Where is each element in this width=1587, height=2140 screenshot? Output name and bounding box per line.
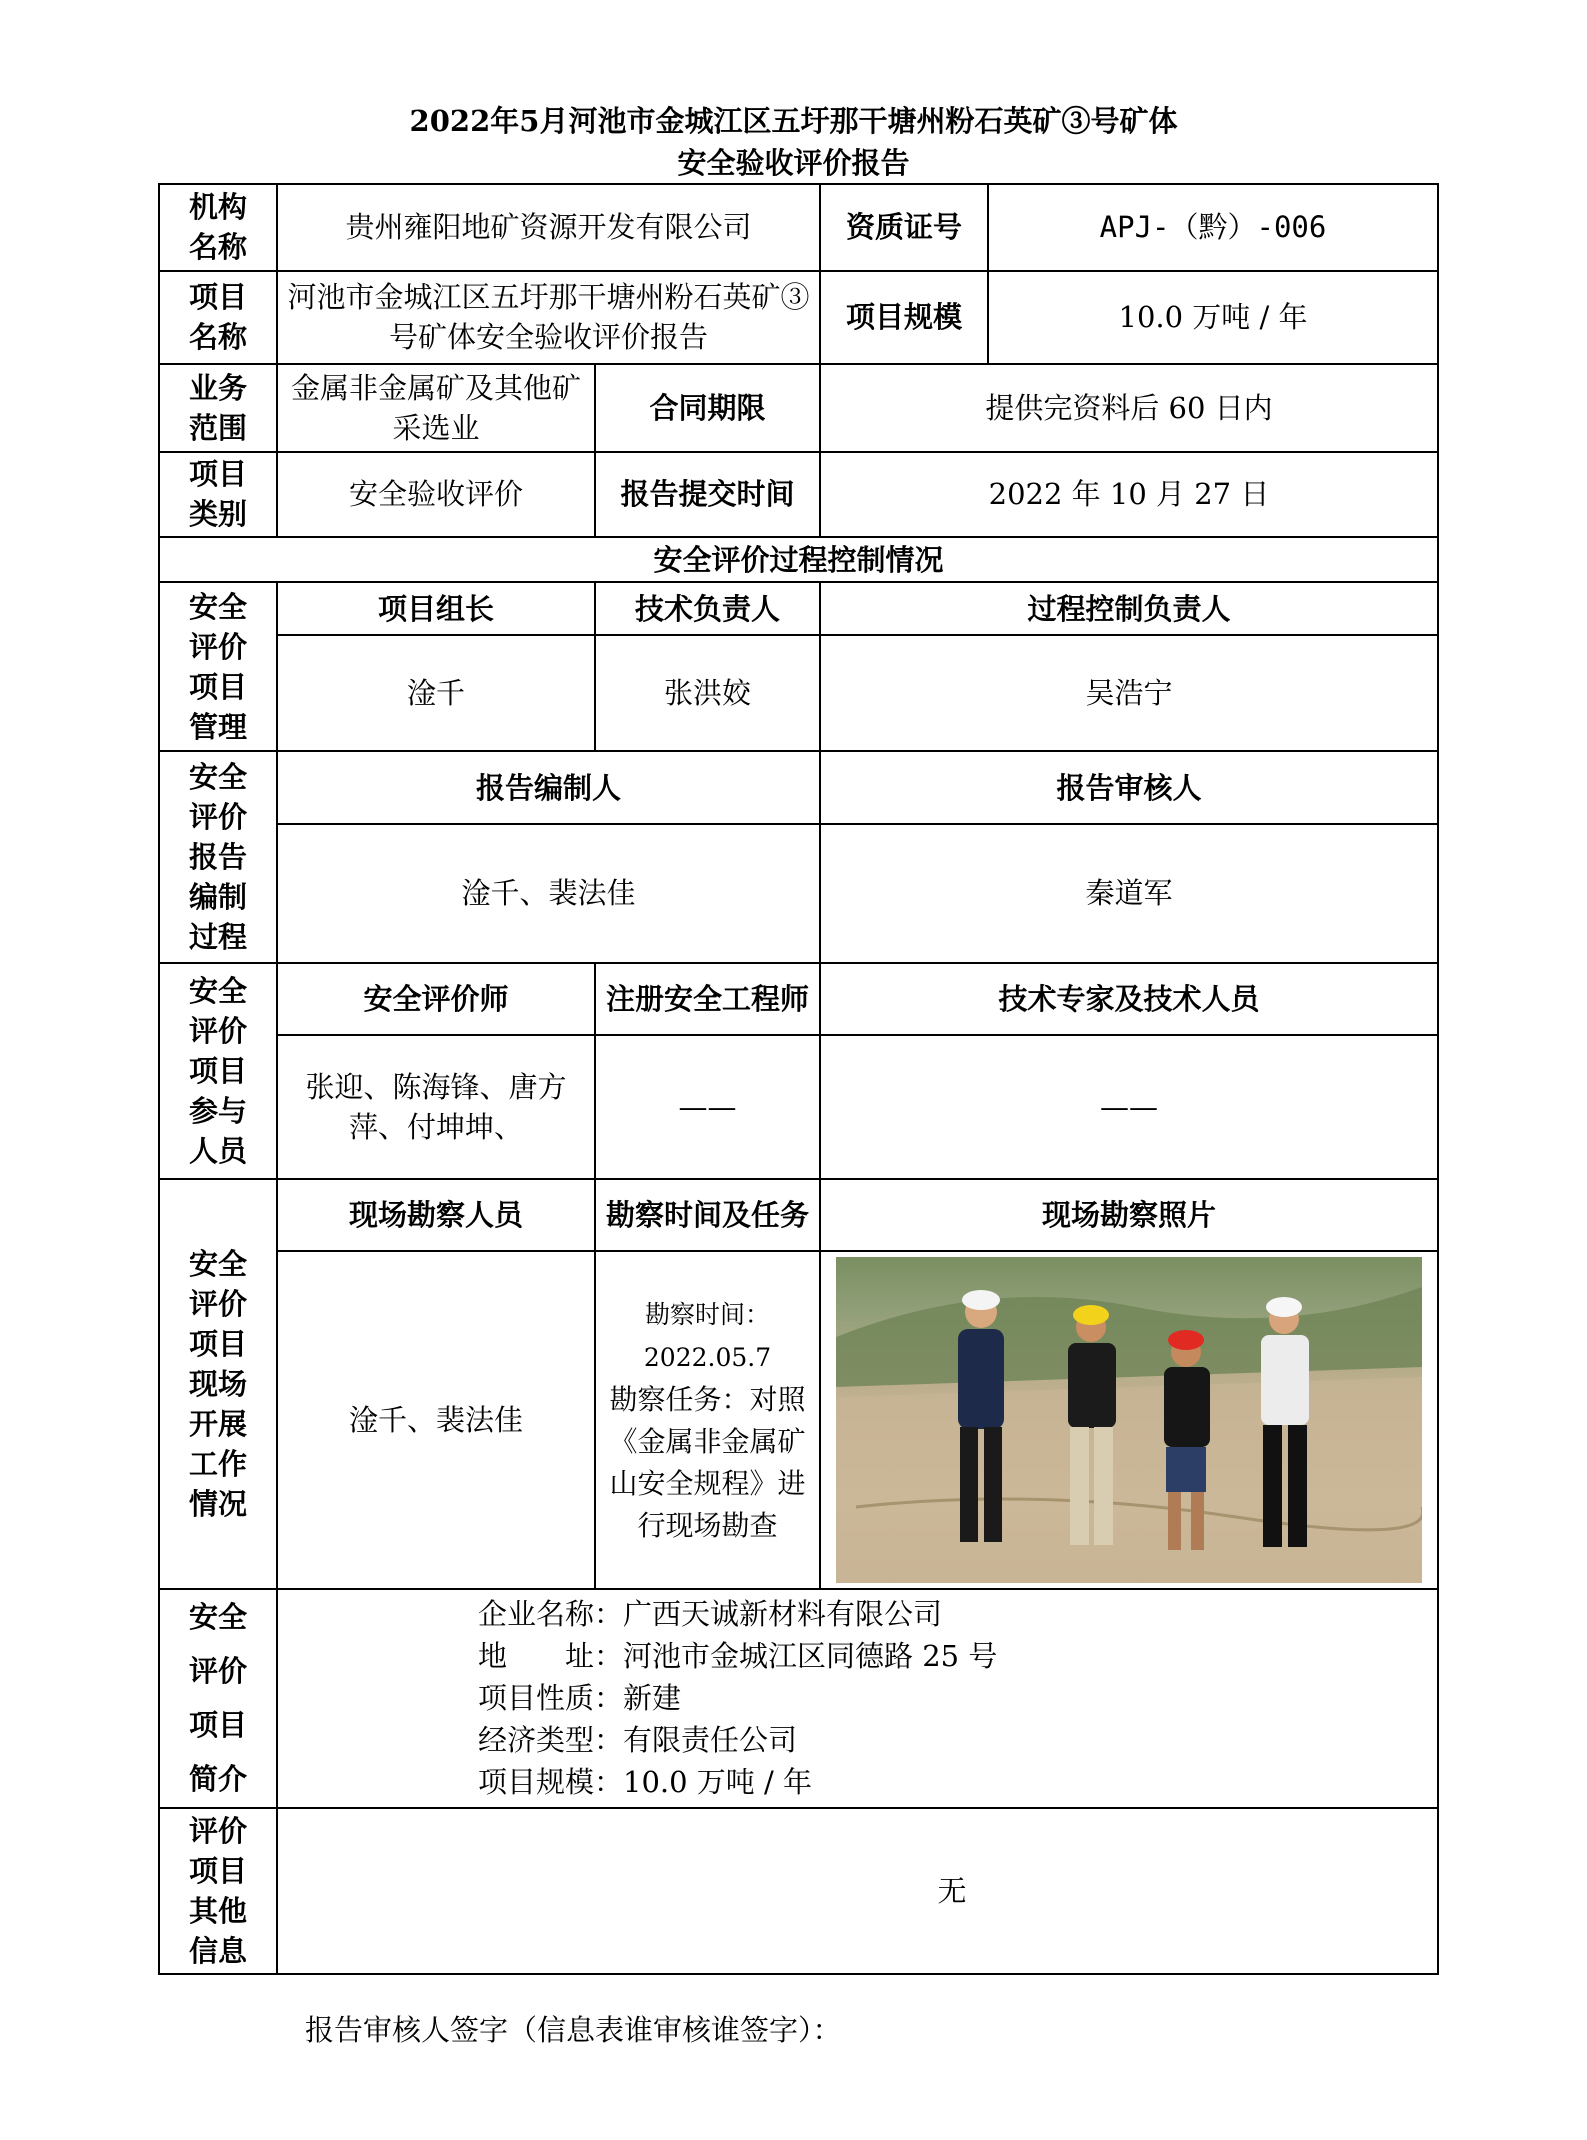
business-scope-label: 业务 范围 xyxy=(159,364,277,452)
intro-label: 安全 评价 项目 简介 xyxy=(159,1589,277,1808)
table-row xyxy=(159,751,1438,823)
table-row xyxy=(159,635,1438,752)
cert-number-value: APJ-（黔）-006 xyxy=(988,184,1438,271)
participants-label: 安全 评价 项目 参与 人员 xyxy=(159,963,277,1179)
report-info-table xyxy=(158,183,1439,1975)
site-survey-photo xyxy=(836,1257,1422,1583)
survey-time: 勘察时间：2022.05.7 xyxy=(643,1299,772,1372)
header-process-lead: 过程控制负责人 xyxy=(820,582,1438,634)
table-row xyxy=(159,582,1438,634)
report-author-value: 淦千、裴法佳 xyxy=(277,824,820,963)
submit-time-label: 报告提交时间 xyxy=(595,452,820,538)
survey-task: 勘察任务：对照《金属非金属矿山安全规程》进行现场勘查 xyxy=(609,1382,806,1542)
header-safety-engineer: 注册安全工程师 xyxy=(595,963,820,1035)
intro-economic-type: 经济类型：有限责任公司 xyxy=(478,1723,798,1758)
process-lead-value: 吴浩宁 xyxy=(820,635,1438,752)
project-type-value: 安全验收评价 xyxy=(277,452,595,538)
safety-engineer-value: —— xyxy=(595,1035,820,1179)
header-tech-lead: 技术负责人 xyxy=(595,582,820,634)
table-row xyxy=(159,1179,1438,1251)
survey-time-task-value xyxy=(595,1251,820,1588)
team-leader-value: 淦千 xyxy=(277,635,595,752)
header-report-reviewer: 报告审核人 xyxy=(820,751,1438,823)
site-photo-illustration xyxy=(836,1257,1422,1583)
header-survey-staff: 现场勘察人员 xyxy=(277,1179,595,1251)
table-row xyxy=(159,824,1438,963)
header-evaluator: 安全评价师 xyxy=(277,963,595,1035)
org-name-value: 贵州雍阳地矿资源开发有限公司 xyxy=(277,184,820,271)
table-row xyxy=(159,452,1438,538)
table-row xyxy=(159,271,1438,365)
project-type-label: 项目 类别 xyxy=(159,452,277,538)
header-report-author: 报告编制人 xyxy=(277,751,820,823)
table-row xyxy=(159,1251,1438,1588)
table-row xyxy=(159,537,1438,582)
section-title: 安全评价过程控制情况 xyxy=(159,537,1438,582)
table-row xyxy=(159,1589,1438,1808)
intro-address: 地 址：河池市金城江区同德路 25 号 xyxy=(478,1639,998,1674)
header-survey-time-task: 勘察时间及任务 xyxy=(595,1179,820,1251)
project-name-label: 项目 名称 xyxy=(159,271,277,365)
other-info-label: 评价 项目 其他 信息 xyxy=(159,1808,277,1974)
table-row xyxy=(159,184,1438,271)
reviewer-signature-line: 报告审核人签字（信息表谁审核谁签字）： xyxy=(305,2013,842,2047)
intro-company-name: 企业名称：广西天诚新材料有限公司 xyxy=(478,1597,943,1632)
table-row xyxy=(159,364,1438,452)
tech-lead-value: 张洪姣 xyxy=(595,635,820,752)
compilation-label: 安全 评价 报告 编制 过程 xyxy=(159,751,277,962)
table-row xyxy=(159,1035,1438,1179)
management-label: 安全 评价 项目 管理 xyxy=(159,582,277,751)
header-team-leader: 项目组长 xyxy=(277,582,595,634)
table-row xyxy=(159,963,1438,1035)
business-scope-value: 金属非金属矿及其他矿采选业 xyxy=(277,364,595,452)
project-scale-value: 10.0 万吨 / 年 xyxy=(988,271,1438,365)
tech-experts-value: —— xyxy=(820,1035,1438,1179)
project-name-value: 河池市金城江区五圩那干塘州粉石英矿③号矿体安全验收评价报告 xyxy=(277,271,820,365)
header-tech-experts: 技术专家及技术人员 xyxy=(820,963,1438,1035)
document-subtitle: 安全验收评价报告 xyxy=(677,146,910,180)
other-info-value: 无 xyxy=(277,1808,1438,1974)
table-row xyxy=(159,1808,1438,1974)
contract-period-value: 提供完资料后 60 日内 xyxy=(820,364,1438,452)
intro-project-nature: 项目性质：新建 xyxy=(478,1681,682,1716)
survey-photo-cell xyxy=(820,1251,1438,1588)
survey-staff-value: 淦千、裴法佳 xyxy=(277,1251,595,1588)
intro-content xyxy=(277,1589,1438,1808)
contract-period-label: 合同期限 xyxy=(595,364,820,452)
project-scale-label: 项目规模 xyxy=(820,271,988,365)
report-reviewer-value: 秦道军 xyxy=(820,824,1438,963)
submit-time-value: 2022 年 10 月 27 日 xyxy=(820,452,1438,538)
org-name-label: 机构 名称 xyxy=(159,184,277,271)
intro-project-scale: 项目规模：10.0 万吨 / 年 xyxy=(478,1765,812,1800)
header-survey-photo: 现场勘察照片 xyxy=(820,1179,1438,1251)
document-title: 2022年5月河池市金城江区五圩那干塘州粉石英矿③号矿体 xyxy=(409,104,1178,138)
cert-number-label: 资质证号 xyxy=(820,184,988,271)
evaluator-value: 张迎、陈海锋、唐方萍、付坤坤、 xyxy=(277,1035,595,1179)
onsite-label: 安全 评价 项目 现场 开展 工作 情况 xyxy=(159,1179,277,1589)
